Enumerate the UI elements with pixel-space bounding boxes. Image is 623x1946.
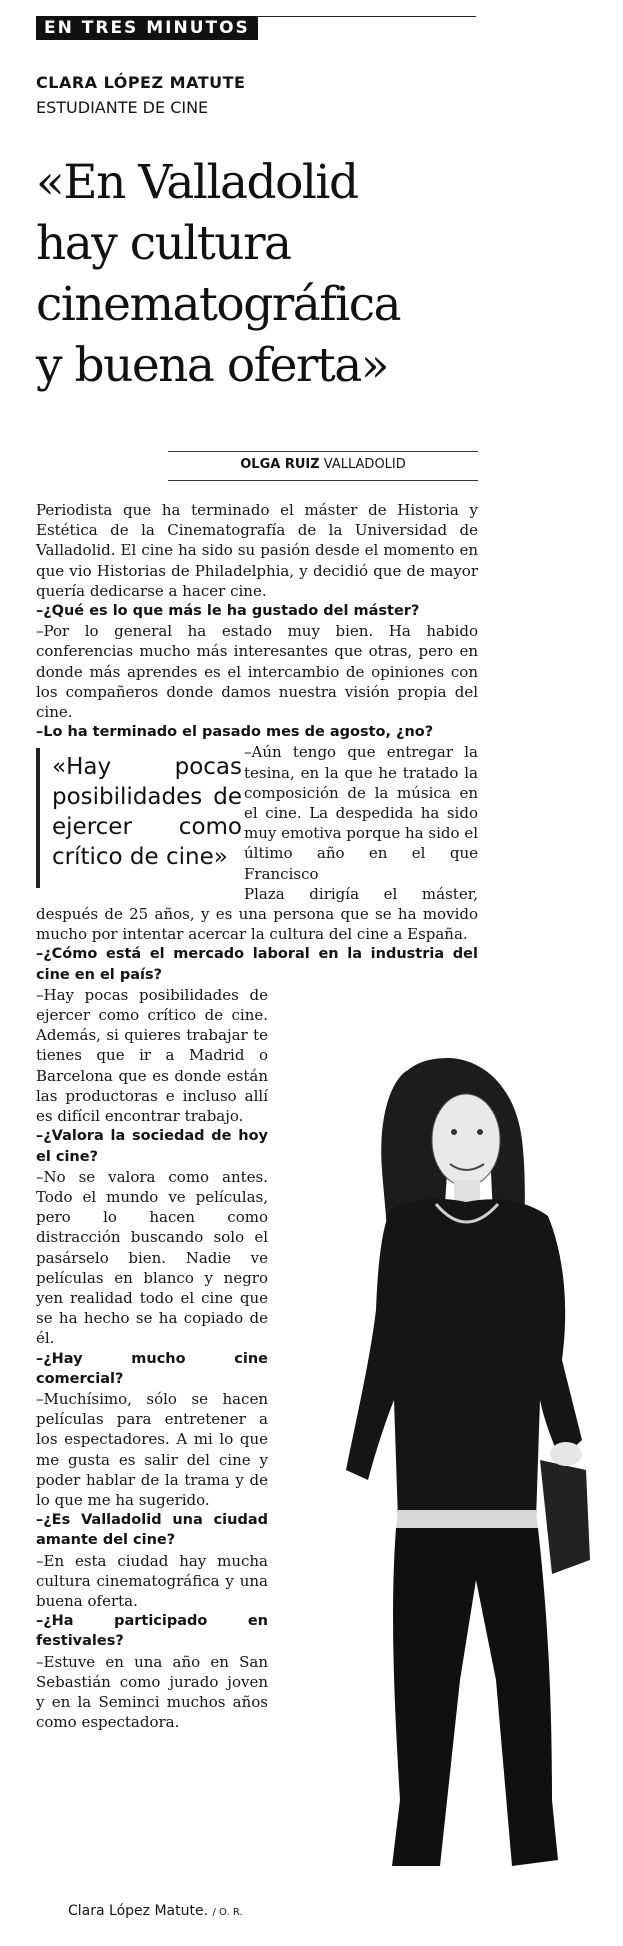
interview-question: –¿Es Valladolid una ciudad amante del cine? — [36, 1512, 268, 1549]
byline-author: OLGA RUIZ — [240, 457, 320, 472]
interviewee-name: CLARA LÓPEZ MATUTE — [36, 73, 246, 92]
interview-answer: –No se valora como antes. Todo el mundo ve películas, pero lo hacen como distracción buscando solo el pasárselo bien. Nadie ve películas en blanco y negro yen realidad todo el cine que se ha hecho se ha copiado de él. — [36, 1167, 268, 1348]
interview-question: –Lo ha terminado el pasado mes de agosto, ¿no? — [36, 724, 434, 741]
headline-line: hay cultura — [36, 216, 291, 271]
headline-line: y buena oferta» — [36, 338, 389, 393]
byline-location: VALLADOLID — [323, 457, 406, 472]
interview-answer: –Aún tengo que entregar la tesina, en la que he tratado la composición de la música en el cine. La despedida ha sido muy emotiva porque ha sido el último año en el que Francisco — [244, 743, 478, 883]
photo-caption — [68, 1903, 243, 1919]
interview-answer: –En esta ciudad hay mucha cultura cinematográfica y una buena oferta. — [36, 1551, 268, 1610]
article-intro: Periodista que ha terminado el máster de Historia y Estética de la Cinematografía de la Universidad de Valladolid. El cine ha sido su pasión desde el momento en que vio Historias de Philadelphia, y decidió que de mayor quería dedicarse a hacer cine. — [36, 501, 478, 600]
interview-answer: –Hay pocas posibilidades de ejercer como crítico de cine. Además, si quieres trabajar te tienes que ir a Madrid o Barcelona que es donde están las productoras e incluso allí es difícil encontrar trabajo. — [36, 985, 268, 1126]
article-body — [36, 500, 478, 1732]
byline-rule — [168, 451, 478, 452]
interview-question: –¿Cómo está el mercado laboral en la industria del cine en el país? — [36, 946, 478, 983]
pullquote-box — [36, 748, 244, 898]
section-label: EN TRES MINUTOS — [36, 16, 258, 40]
byline — [168, 457, 478, 472]
interviewee-role: ESTUDIANTE DE CINE — [36, 98, 209, 117]
headline — [36, 152, 476, 396]
photo-credit: / O. R. — [212, 1907, 243, 1918]
interview-question: –¿Ha participado en festivales? — [36, 1613, 268, 1650]
interview-answer-continued: Plaza dirigía el máster, después de 25 años, y es una persona que se ha movido mucho por intentar acercar la cultura del cine a España. — [36, 884, 478, 944]
pullquote: «Hay pocas posibilidades de ejercer como crítico de cine» — [52, 754, 242, 871]
interview-answer: –Estuve en una año en San Sebastián como jurado joven y en la Seminci muchos años como espectadora. — [36, 1652, 268, 1732]
interview-question: –¿Hay mucho cine comercial? — [36, 1350, 268, 1387]
interview-answer: –Por lo general ha estado muy bien. Ha habido conferencias mucho más interesantes que otras, pero en donde más aprendes es el intercambio de opiniones con los compañeros donde damos nuestra visión propia del cine. — [36, 622, 478, 722]
interview-question: –¿Qué es lo que más le ha gustado del máster? — [36, 603, 420, 620]
headline-line: cinematográfica — [36, 277, 401, 332]
byline-rule — [168, 480, 478, 481]
pullquote-bar — [36, 748, 40, 888]
interview-question: –¿Valora la sociedad de hoy el cine? — [36, 1128, 268, 1165]
section-header — [36, 16, 476, 40]
caption-text: Clara López Matute. — [68, 1903, 209, 1919]
headline-line: «En Valladolid — [36, 155, 358, 210]
interview-answer: –Muchísimo, sólo se hacen películas para entretener a los espectadores. A mi lo que me gusta es salir del cine y poder hablar de la trama y de lo que me ha sugerido. — [36, 1389, 268, 1509]
